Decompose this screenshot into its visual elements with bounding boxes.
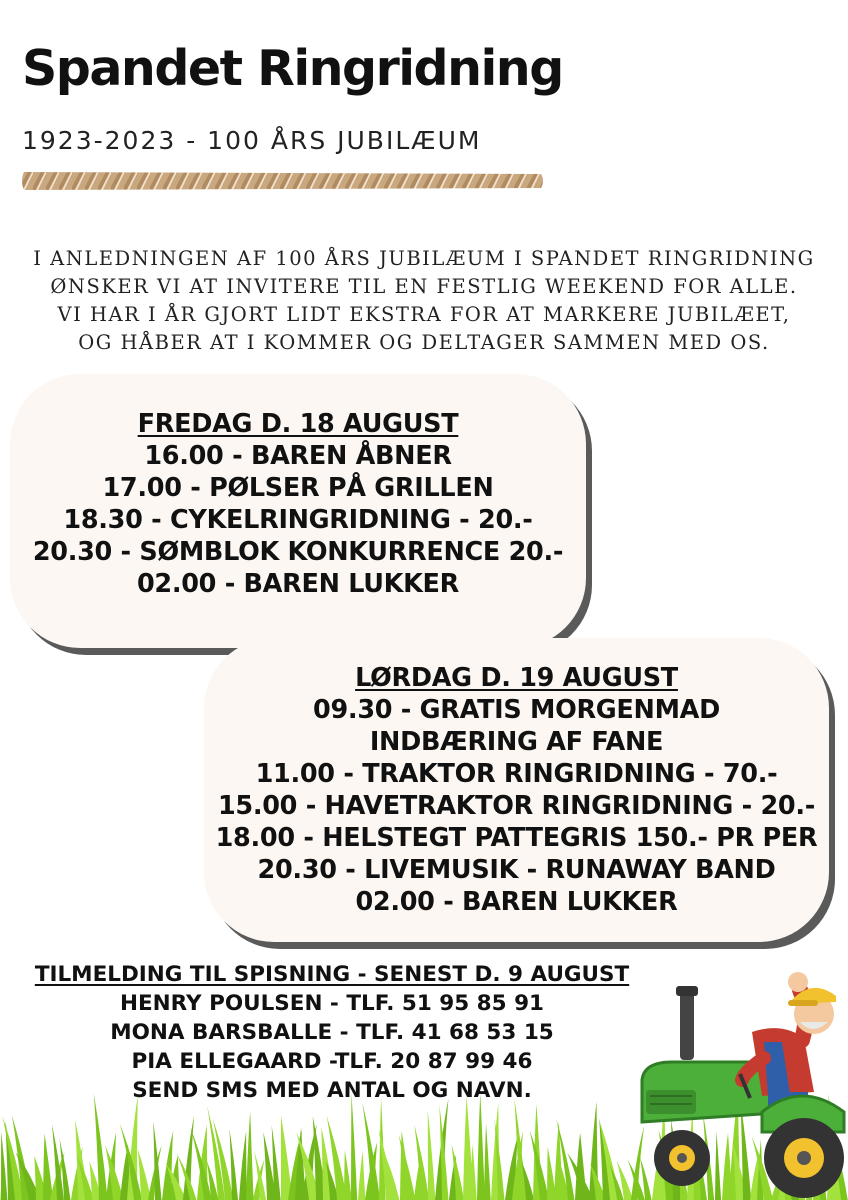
saturday-schedule-card: [204, 638, 829, 942]
schedule-item: 02.00 - BAREN LUKKER: [136, 569, 460, 599]
contact-line: HENRY POULSEN - TLF. 51 95 85 91: [119, 991, 545, 1016]
saturday-heading: LØRDAG D. 19 AUGUST: [355, 663, 678, 693]
poster-title: Spandet Ringridning: [22, 40, 563, 97]
intro-line: I ANLEDNINGEN AF 100 ÅRS JUBILÆUM I SPANDET RINGRIDNING: [33, 247, 815, 270]
contact-line: SEND SMS MED ANTAL OG NAVN.: [132, 1078, 532, 1103]
schedule-item: 11.00 - TRAKTOR RINGRIDNING - 70.-: [255, 759, 778, 789]
signup-heading: TILMELDING TIL SPISNING - SENEST D. 9 AUGUST: [34, 962, 630, 987]
grass-blade: [43, 1134, 53, 1200]
grass-blade: [428, 1110, 436, 1200]
friday-heading: FREDAG D. 18 AUGUST: [137, 409, 459, 439]
grass-blade: [239, 1131, 247, 1200]
friday-schedule-card: [10, 374, 586, 648]
grass-blade: [0, 1128, 1, 1200]
contact-line: PIA ELLEGAARD -TLF. 20 87 99 46: [131, 1049, 533, 1074]
intro-line: OG HÅBER AT I KOMMER OG DELTAGER SAMMEN MED OS.: [78, 331, 770, 354]
schedule-item: 09.30 - GRATIS MORGENMAD: [313, 695, 720, 725]
grass-blade: [358, 1151, 365, 1200]
farmer-on-tractor-icon: [632, 962, 848, 1200]
schedule-item: 18.30 - CYKELRINGRIDNING - 20.-: [63, 505, 533, 535]
contact-line: MONA BARSBALLE - TLF. 41 68 53 15: [110, 1020, 554, 1045]
grass-blade: [484, 1123, 491, 1200]
signup-section: [22, 960, 642, 1105]
poster-subtitle: 1923-2023 - 100 ÅRS JUBILÆUM: [22, 126, 482, 155]
rope-divider-icon: [20, 168, 545, 194]
schedule-item: 02.00 - BAREN LUKKER: [355, 887, 678, 917]
grass-blade: [351, 1093, 357, 1200]
grass-blade: [362, 1103, 380, 1200]
schedule-item: 16.00 - BAREN ÅBNER: [144, 441, 452, 471]
schedule-item: 18.00 - HELSTEGT PATTEGRIS 150.- PR PER: [215, 823, 818, 853]
grass-blade: [344, 1150, 352, 1200]
grass-blade: [530, 1130, 549, 1200]
schedule-item: INDBÆRING AF FANE: [369, 727, 664, 757]
intro-line: VI HAR I ÅR GJORT LIDT EKSTRA FOR AT MARKERE JUBILÆET,: [57, 303, 791, 326]
intro-line: ØNSKER VI AT INVITERE TIL EN FESTLIG WEEKEND FOR ALLE.: [50, 275, 798, 298]
grass-blade: [246, 1111, 254, 1200]
intro-text: [0, 245, 848, 357]
schedule-item: 15.00 - HAVETRAKTOR RINGRIDNING - 20.-: [217, 791, 816, 821]
grass-blade: [477, 1093, 485, 1200]
schedule-item: 20.30 - SØMBLOK KONKURRENCE 20.-: [32, 537, 564, 567]
schedule-item: 20.30 - LIVEMUSIK - RUNAWAY BAND: [257, 855, 776, 885]
schedule-item: 17.00 - PØLSER PÅ GRILLEN: [102, 473, 494, 503]
